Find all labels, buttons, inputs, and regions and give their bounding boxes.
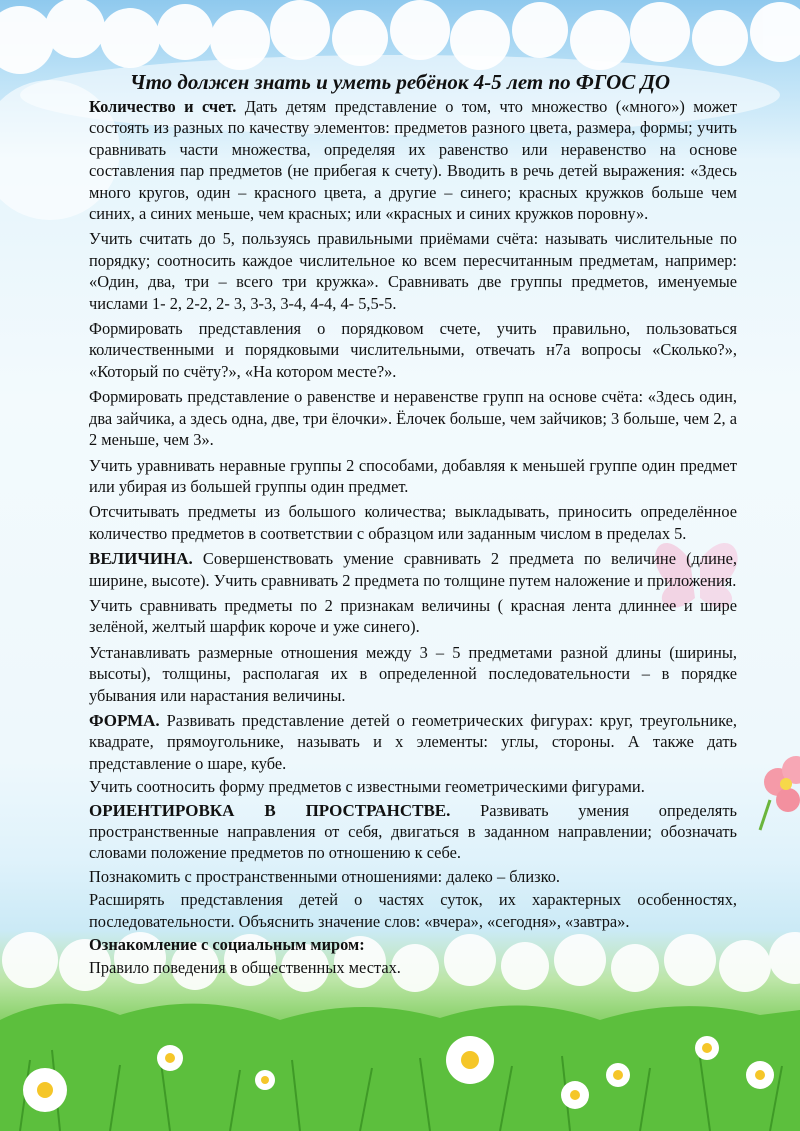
heading-shape: ФОРМА. (89, 710, 160, 730)
paragraph-equalize: Учить уравнивать неравные группы 2 способами, добавляя к меньшей группе один предмет или убирая из большей группы один предмет. (89, 455, 737, 496)
paragraph-time: Расширять представления детей о частях суток, их характерных особенностях, последовательности. Объяснить значение слов: «вчера», «сегодня», «завтра». (89, 890, 737, 931)
content-body (89, 96, 737, 981)
paragraph-size-order: Устанавливать размерные отношения между 3 – 5 предметами разной длины (ширины, высоты), толщины, располагая их в определенной последовательности – в порядке убывания или нарастания величины. (89, 642, 737, 705)
paragraph-spatial: Познакомить с пространственными отношениями: далеко – близко. (89, 866, 561, 886)
paragraph-equality: Формировать представление о равенстве и неравенстве групп на основе счёта: «Здесь один, два зайчика, а здесь одна, две, три ёлочки». Ёлочек больше, чем зайчиков; 3 больше, чем 2, а 2 меньше, чем 3». (89, 387, 738, 450)
heading-size: ВЕЛИЧИНА. (89, 549, 193, 569)
paragraph-social (89, 934, 737, 955)
paragraph-counting: Учить считать до 5, пользуясь правильными приёмами счёта: называть числительные по порядку; соотносить каждое числительное ко всем пересчитанным предметам, например: «Один, два, три – всего три кружка». Сравнивать две группы предметов, именуемые числами 1- 2, 2-2, 2- 3, 3-3, 3-4, 4-4, 4- 5,5-5. (89, 229, 737, 313)
paragraph-quantity: Количество и счет. Дать детям представление о том, что множество («много») может состоять из разных по качеству элементов: предметов разного цвета, размера, формы; учить сравнивать части множества, определяя их равенство или неравенство на основе составления пар предметов (не прибегая к счету). Вводить в речь детей выражения: «Здесь много кругов, один – красного цвета, а другие – синего; красных кружков больше чем синих, а синих меньше, чем красных; или «красных и синих кружков поровну». (89, 97, 737, 224)
paragraph-shape-match: Учить соотносить форму предметов с известными геометрическими фигурами. (89, 777, 645, 797)
paragraph-orientation: ОРИЕНТИРОВКА В ПРОСТРАНСТВЕ. Развивать умения определять пространственные направления от себя, двигаться в заданном направлении; обозначать словами положение предметов по отношению к себе. (89, 800, 737, 863)
paragraph-size: ВЕЛИЧИНА. Совершенствовать умение сравнивать 2 предмета по величине (длине, ширине, высоте). Учить сравнивать 2 предмета по толщине путем наложение и приложения. (89, 549, 737, 590)
paragraph-shape: ФОРМА. Развивать представление детей о геометрических фигурах: круг, треугольнике, квадрате, прямоугольнике, называть и х элементы: углы, стороны. А также дать представление о шаре, кубе. (89, 710, 737, 773)
paragraph-rules: Правило поведения в общественных местах. (89, 958, 401, 978)
page-title: Что должен знать и уметь ребёнок 4-5 лет по ФГОС ДО (129, 70, 671, 94)
paragraph-size-compare: Учить сравнивать предметы по 2 признакам величины ( красная лента длиннее и шире зелёной, желтый шарфик короче и уже синего). (89, 595, 737, 637)
heading-social: Ознакомление с социальным миром: (89, 935, 365, 955)
heading-quantity: Количество и счет. (89, 97, 237, 116)
paragraph-ordinal: Формировать представления о порядковом счете, учить правильно, пользоваться количественными и порядковыми числительными, отвечать н7а вопросы «Сколько?», «Который по счёту?», «На котором месте?». (89, 319, 737, 381)
heading-orientation: ОРИЕНТИРОВКА В ПРОСТРАНСТВЕ. (89, 800, 451, 820)
paragraph-count-out: Отсчитывать предметы из большого количества; выкладывать, приносить определённое количество предметов в соответствии с образцом или заданным числом в пределах 5. (89, 502, 737, 543)
flower-right-side (760, 756, 800, 830)
